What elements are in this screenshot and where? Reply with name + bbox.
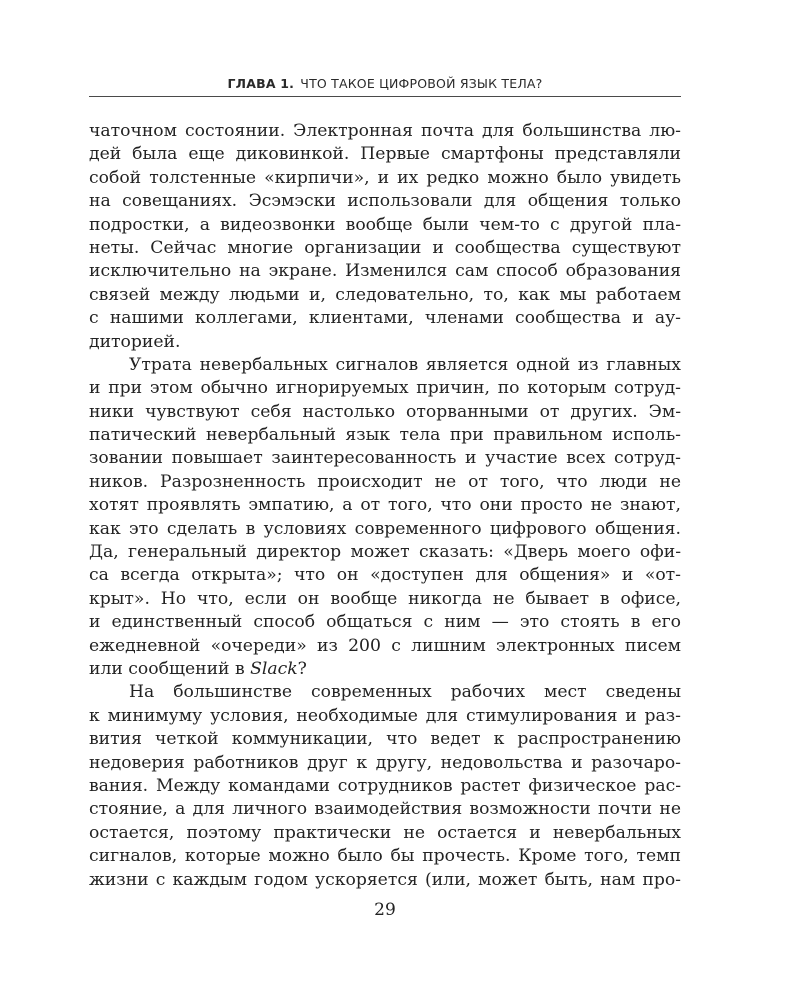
- text-line: подростки, а видеозвонки вообще были чем-то с другой пла-: [89, 214, 681, 235]
- paragraph-3: [89, 681, 681, 892]
- text-line: сигналов, которые можно было бы прочесть. Кроме того, темп: [89, 846, 681, 867]
- text-line: чаточном состоянии. Электронная почта для большинства лю-: [89, 121, 681, 141]
- text-line: и единственный способ общаться с ним — это стоять в его: [89, 612, 681, 633]
- text-line: [89, 658, 681, 681]
- text-line: патический невербальный язык тела при правильном исполь-: [89, 425, 681, 446]
- text-line: недоверия работников друг к другу, недовольства и разочаро-: [89, 752, 681, 773]
- page-number: 29: [374, 900, 396, 920]
- text-line: жизни с каждым годом ускоряется (или, может быть, нам про-: [89, 869, 681, 890]
- text-line: диторией.: [89, 331, 181, 352]
- paragraph-2: [89, 354, 681, 681]
- text-line: Да, генеральный директор может сказать: «Дверь моего офи-: [89, 542, 681, 563]
- text-line: ники чувствуют себя настолько оторванными от других. Эм-: [89, 401, 681, 422]
- text-line: ников. Разрозненность происходит не от того, что люди не: [89, 471, 681, 492]
- text-line: са всегда открыта»; что он «доступен для общения» и «от-: [89, 565, 681, 586]
- text-line: вания. Между командами сотрудников растет физическое рас-: [89, 775, 681, 796]
- text-line: дей была еще диковинкой. Первые смартфоны представляли: [89, 144, 681, 165]
- text-line: крыт». Но что, если он вообще никогда не бывает в офисе,: [89, 588, 681, 609]
- text-line: как это сделать в условиях современного цифрового общения.: [89, 518, 681, 539]
- text-line: вития четкой коммуникации, что ведет к распространению: [89, 729, 681, 750]
- chapter-title: ЧТО ТАКОЕ ЦИФРОВОЙ ЯЗЫК ТЕЛА?: [300, 76, 543, 91]
- text-line: с нашими коллегами, клиентами, членами сообщества и ау-: [89, 308, 681, 329]
- italic-term: Slack: [250, 658, 298, 679]
- text-line: к минимуму условия, необходимые для стимулирования и раз-: [89, 705, 681, 726]
- text-line: собой толстенные «кирпичи», и их редко можно было увидеть: [89, 167, 681, 188]
- text-line: ежедневной «очереди» из 200 с лишним электронных писем: [89, 635, 681, 656]
- paragraph-1: [89, 120, 681, 354]
- text-line: и при этом обычно игнорируемых причин, по которым сотруд-: [89, 378, 681, 399]
- text-fragment: ?: [297, 658, 307, 679]
- text-line: неты. Сейчас многие организации и сообщества существуют: [89, 237, 681, 258]
- running-header: [89, 76, 681, 91]
- text-line: исключительно на экране. Изменился сам способ образования: [89, 261, 681, 282]
- text-line: связей между людьми и, следовательно, то, как мы работаем: [89, 284, 681, 305]
- text-line: на совещаниях. Эсэмэски использовали для общения только: [89, 191, 681, 212]
- text-line: хотят проявлять эмпатию, а от того, что они просто не знают,: [89, 495, 681, 516]
- text-line: Утрата невербальных сигналов является одной из главных: [129, 354, 681, 375]
- text-line: стояние, а для личного взаимодействия возможности почти не: [89, 799, 681, 820]
- header-rule: [89, 96, 681, 97]
- text-line: На большинстве современных рабочих мест сведены: [129, 682, 681, 703]
- text-line: зовании повышает заинтересованность и участие всех сотруд-: [89, 448, 681, 469]
- text-fragment: или сообщений в: [89, 658, 251, 679]
- chapter-label: ГЛАВА 1.: [227, 76, 295, 91]
- text-line: остается, поэтому практически не остается и невербальных: [89, 822, 681, 843]
- body-text: [89, 120, 681, 892]
